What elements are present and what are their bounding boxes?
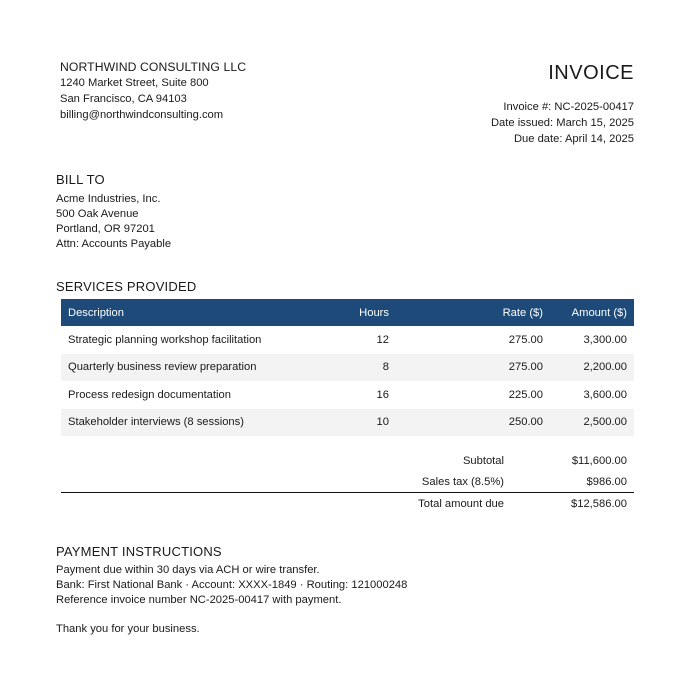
tax-value: $986.00 bbox=[586, 475, 627, 488]
sender-address-line-1: 1240 Market Street, Suite 800 bbox=[60, 77, 209, 89]
subtotal-label: Subtotal bbox=[462, 454, 504, 467]
cell-description: Stakeholder interviews (8 sessions) bbox=[68, 416, 244, 429]
services-heading: SERVICES PROVIDED bbox=[56, 279, 197, 294]
services-table bbox=[61, 299, 634, 436]
table-row bbox=[61, 381, 634, 409]
bill-to-block bbox=[56, 192, 171, 252]
tax-row bbox=[61, 471, 634, 492]
payment-heading: PAYMENT INSTRUCTIONS bbox=[56, 544, 222, 559]
cell-rate: 225.00 bbox=[508, 388, 543, 401]
cell-rate: 250.00 bbox=[508, 416, 543, 429]
cell-description: Process redesign documentation bbox=[68, 388, 231, 401]
thank-you-note: Thank you for your business. bbox=[56, 623, 200, 635]
cell-hours: 10 bbox=[376, 416, 389, 429]
invoice-due-date: Due date: April 14, 2025 bbox=[513, 133, 634, 145]
table-row bbox=[61, 326, 634, 354]
column-header-amount: Amount ($) bbox=[571, 306, 627, 319]
bill-to-address-line-1: 500 Oak Avenue bbox=[56, 208, 139, 220]
subtotal-value: $11,600.00 bbox=[571, 454, 627, 467]
invoice-title: INVOICE bbox=[548, 62, 634, 84]
cell-description: Quarterly business review preparation bbox=[68, 361, 257, 374]
cell-amount: 3,600.00 bbox=[583, 388, 627, 401]
cell-hours: 8 bbox=[382, 361, 389, 374]
column-header-hours: Hours bbox=[359, 306, 389, 319]
tax-label: Sales tax (8.5%) bbox=[421, 475, 504, 488]
bill-to-name: Acme Industries, Inc. bbox=[56, 193, 161, 205]
subtotal-row bbox=[61, 450, 634, 471]
cell-hours: 12 bbox=[376, 333, 389, 346]
cell-amount: 2,200.00 bbox=[583, 361, 627, 374]
column-header-rate: Rate ($) bbox=[502, 306, 543, 319]
sender-block bbox=[60, 59, 246, 123]
sender-name: NORTHWIND CONSULTING LLC bbox=[60, 60, 247, 74]
table-row bbox=[61, 354, 634, 382]
bill-to-attn: Attn: Accounts Payable bbox=[56, 238, 172, 250]
cell-rate: 275.00 bbox=[508, 361, 543, 374]
cell-hours: 16 bbox=[376, 388, 389, 401]
bill-to-address-line-2: Portland, OR 97201 bbox=[56, 223, 155, 235]
sender-address-line-2: San Francisco, CA 94103 bbox=[60, 93, 187, 105]
cell-amount: 3,300.00 bbox=[583, 333, 627, 346]
table-header-row bbox=[61, 299, 634, 326]
invoice-meta bbox=[491, 99, 634, 147]
cell-description: Strategic planning workshop facilitation bbox=[68, 333, 262, 346]
payment-line-3: Reference invoice number NC-2025-00417 with payment. bbox=[56, 594, 342, 606]
payment-line-2: Bank: First National Bank · Account: XXXX-1849 · Routing: 121000248 bbox=[56, 579, 408, 591]
cell-amount: 2,500.00 bbox=[583, 416, 627, 429]
cell-rate: 275.00 bbox=[508, 333, 543, 346]
invoice-number: Invoice #: NC-2025-00417 bbox=[503, 101, 634, 113]
bill-to-heading: BILL TO bbox=[56, 172, 105, 187]
payment-line-1: Payment due within 30 days via ACH or wire transfer. bbox=[56, 564, 320, 576]
payment-instructions bbox=[56, 563, 407, 608]
column-header-description: Description bbox=[68, 306, 124, 319]
totals-block bbox=[61, 450, 634, 514]
total-label: Total amount due bbox=[418, 497, 504, 510]
total-value: $12,586.00 bbox=[571, 497, 627, 510]
table-row bbox=[61, 409, 634, 437]
sender-email: billing@northwindconsulting.com bbox=[60, 109, 224, 121]
invoice-date-issued: Date issued: March 15, 2025 bbox=[490, 117, 634, 129]
total-row bbox=[61, 493, 634, 514]
